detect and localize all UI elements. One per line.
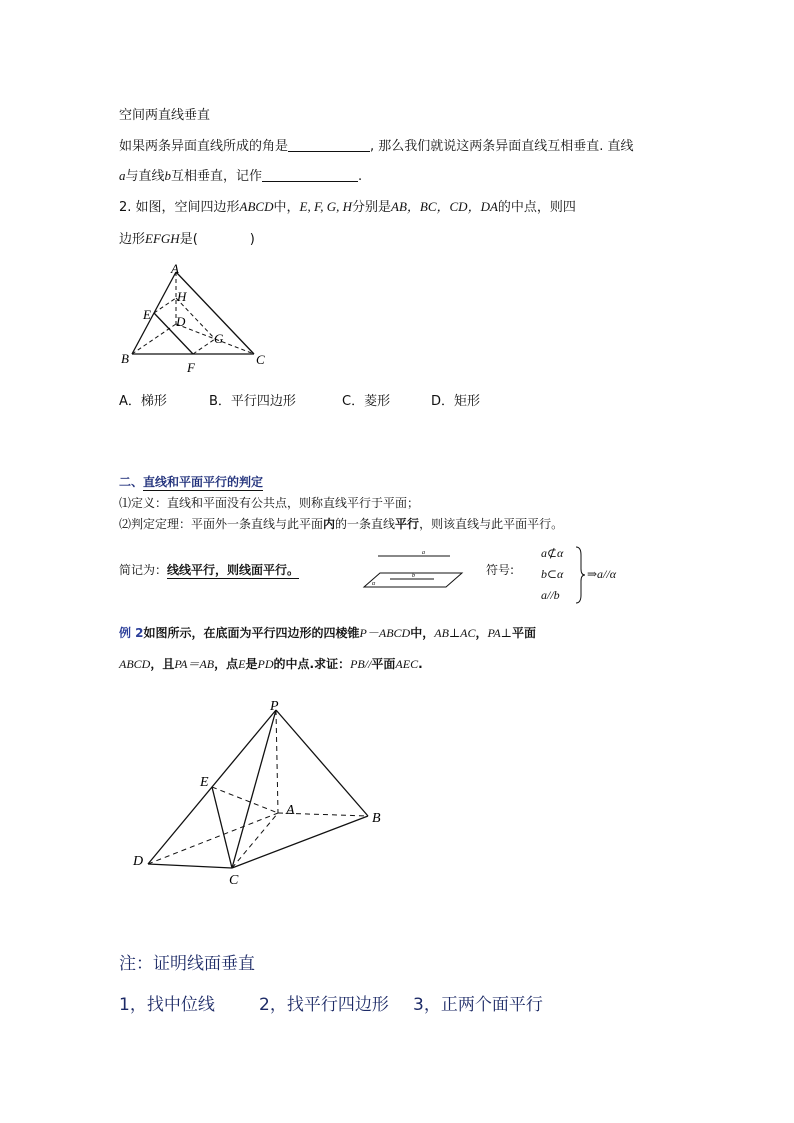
label-b: B xyxy=(121,351,129,366)
label-a: A xyxy=(286,803,295,818)
edge-cb xyxy=(232,816,368,868)
theorem xyxy=(119,515,563,532)
claim-pb: PB// xyxy=(350,657,372,671)
text-fragment: 如图所示，在底面为平行四边形的四棱锥 xyxy=(143,626,360,640)
option-d[interactable]: D．矩形 xyxy=(431,394,481,409)
text-fragment: ，点 xyxy=(214,657,239,671)
label-a: a xyxy=(422,550,425,556)
condition-ab-ac: AB⊥AC xyxy=(434,626,476,640)
segment-ec xyxy=(212,787,232,868)
pyramid-figure xyxy=(128,696,398,892)
label-g: G xyxy=(214,331,224,346)
text-fragment: . xyxy=(418,657,423,671)
tetrahedron-figure xyxy=(118,258,278,378)
condition-pa: PA⊥ xyxy=(487,626,512,640)
text-fragment: 2. 如图，空间四边形 xyxy=(119,200,240,215)
edge-bd xyxy=(132,324,176,354)
option-a[interactable]: A．梯形 xyxy=(119,394,167,409)
section-title: 空间两直线垂直 xyxy=(119,108,211,123)
edge-dc xyxy=(148,864,232,868)
option-c[interactable]: C．菱形 xyxy=(342,394,391,409)
condition-pa-ab: PA＝AB xyxy=(174,657,215,671)
label-a: A xyxy=(171,261,179,276)
edge-pc xyxy=(232,710,276,868)
option-b[interactable]: B．平行四边形 xyxy=(209,394,296,409)
edge-pb xyxy=(276,710,368,816)
quad-name: ABCD xyxy=(239,199,274,214)
text-fragment: 的一条直线 xyxy=(335,517,396,531)
example-2-line-2 xyxy=(119,655,423,672)
summary-emphasis: 线线平行，则线面平行。 xyxy=(167,563,300,577)
text-fragment: 的中点，则四 xyxy=(497,200,576,215)
text-fragment: ， xyxy=(475,626,488,640)
text-fragment: 平面 xyxy=(371,657,396,671)
label-e: E xyxy=(200,775,209,790)
segment-pd: PD xyxy=(257,657,274,671)
text-fragment: 平面 xyxy=(511,626,536,640)
label-p: P xyxy=(270,699,279,714)
text-fragment: ，且 xyxy=(150,657,175,671)
symbol-cond-2: b⊂α xyxy=(541,567,564,581)
text-fragment: 互相垂直，记作 xyxy=(171,169,263,184)
answer-blank-angle[interactable] xyxy=(288,137,370,152)
example-2-line-1 xyxy=(119,624,536,641)
edge-pa xyxy=(276,710,278,813)
label-d: D xyxy=(133,854,144,869)
text-fragment: ，则该直线与此平面平行。 xyxy=(419,517,564,531)
text-fragment: 简记为： xyxy=(119,563,168,577)
note-title: 注：证明线面垂直 xyxy=(119,954,255,974)
label-c: C xyxy=(229,873,239,888)
point-e: E xyxy=(238,657,246,671)
summary-line xyxy=(119,561,299,578)
text-fragment: 的中点.求证： xyxy=(273,657,351,671)
var-b: b xyxy=(164,168,172,183)
label-c: C xyxy=(256,352,265,367)
text-fragment: . xyxy=(358,169,363,184)
symbol-cond-1: a⊄α xyxy=(541,546,564,560)
segment-fg xyxy=(193,339,215,354)
example-label: 例 2 xyxy=(119,626,144,640)
label-f: F xyxy=(187,360,195,375)
text-fragment: 是( xyxy=(179,232,198,247)
pyramid-name: P－ABCD xyxy=(359,626,411,640)
text-fragment: ⑵判定定理：平面外一条直线与此平面 xyxy=(119,517,324,531)
text-fragment: 中， xyxy=(273,200,300,215)
symbol-result: ⇒a//α xyxy=(587,567,617,581)
heading-title: 直线和平面平行的判定 xyxy=(143,475,264,489)
text-fragment: ) xyxy=(249,232,255,247)
text-fragment: 与直线 xyxy=(125,169,165,184)
midpoints: E, F, G, H xyxy=(299,199,352,214)
definition-text: 如果两条异面直线所成的角是 xyxy=(119,139,289,154)
emphasis-in: 内 xyxy=(323,517,336,531)
label-b: B xyxy=(372,811,381,826)
label-d: D xyxy=(176,314,186,329)
note-item-2: 2，找平行四边形 xyxy=(259,995,389,1015)
definition: ⑴定义：直线和平面没有公共点，则称直线平行于平面； xyxy=(119,496,420,510)
question-2-line-1 xyxy=(119,196,576,215)
section-2-heading xyxy=(119,473,263,490)
text-fragment: 分别是 xyxy=(352,200,392,215)
text-fragment: 中， xyxy=(410,626,435,640)
text-fragment: 边形 xyxy=(119,232,146,247)
line-plane-figure xyxy=(350,546,470,592)
label-b: b xyxy=(412,573,415,579)
label-alpha: α xyxy=(372,581,376,587)
symbol-cond-3: a//b xyxy=(541,588,560,602)
brace-icon xyxy=(574,545,586,605)
quad-efgh: EFGH xyxy=(145,231,180,246)
answer-blank-notation[interactable] xyxy=(262,167,358,182)
edge-da xyxy=(148,813,278,864)
definition-line-2 xyxy=(119,165,362,184)
segment-ea xyxy=(212,787,278,813)
note-item-1: 1，找中位线 xyxy=(119,995,215,1015)
label-e: E xyxy=(143,307,151,322)
definition-text-cont: , 那么我们就说这两条异面直线互相垂直. 直线 xyxy=(370,139,634,154)
plane-aec: AEC xyxy=(395,657,419,671)
symbol-label: 符号: xyxy=(486,563,515,577)
label-h: H xyxy=(177,289,187,304)
heading-number: 二、 xyxy=(119,475,144,489)
text-fragment: 是 xyxy=(245,657,258,671)
segment-ef xyxy=(154,313,193,354)
segments: AB，BC，CD，DA xyxy=(391,199,498,214)
plane-abcd: ABCD xyxy=(119,657,151,671)
note-item-3: 3，正两个面平行 xyxy=(413,995,543,1015)
var-a: a xyxy=(119,168,126,183)
emphasis-parallel: 平行 xyxy=(395,517,420,531)
definition-line-1 xyxy=(119,135,634,154)
question-2-line-2 xyxy=(119,228,255,247)
